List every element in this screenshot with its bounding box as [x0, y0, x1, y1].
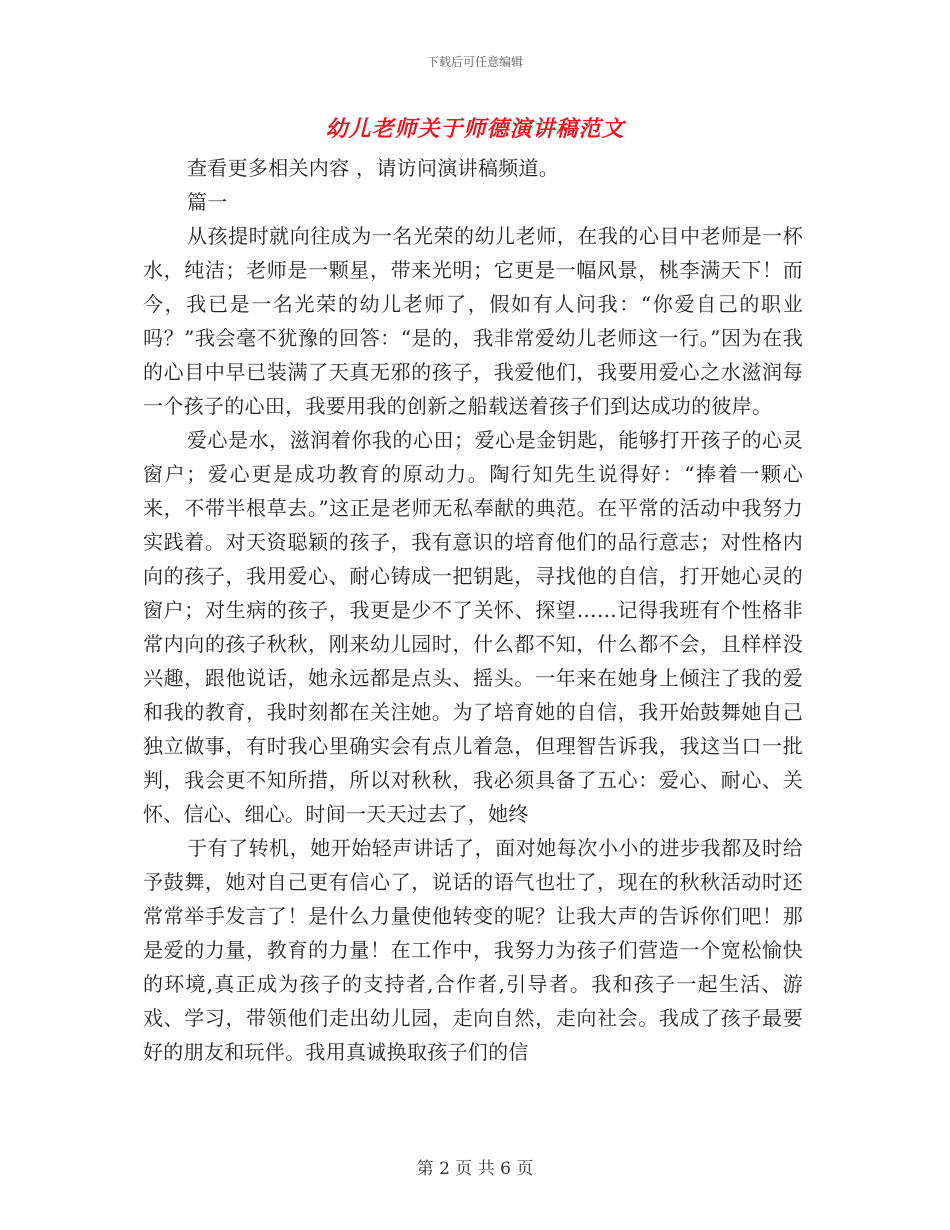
document-body — [143, 151, 803, 1069]
paragraph: 从孩提时就向往成为一名光荣的幼儿老师，在我的心目中老师是一杯水，纯洁；老师是一颗星，带来光明；它更是一幅风景，桃李满天下！而今，我已是一名光荣的幼儿老师了，假如有人问我：“你爱自己的职业吗？”我会毫不犹豫的回答：“是的，我非常爱幼儿老师这一行。”因为在我的心目中早已装满了天真无邪的孩子，我爱他们，我要用爱心之水滋润每一个孩子的心田，我要用我的创新之船载送着孩子们到达成功的彼岸。 — [143, 224, 803, 418]
page-header: 下载后可任意编辑 — [426, 55, 523, 69]
page-number: 第 2 页 共 6 页 — [416, 1159, 534, 1179]
paragraph-section-label: 篇一 — [187, 190, 228, 214]
paragraph-intro: 查看更多相关内容 ，请访问演讲稿频道。 — [187, 156, 560, 180]
paragraph: 于有了转机，她开始轻声讲话了，面对她每次小小的进步我都及时给予鼓舞，她对自己更有信心了，说话的语气也壮了，现在的秋秋活动时还常常举手发言了！是什么力量使他转变的呢？让我大声的告诉你们吧！那是爱的力量，教育的力量！在工作中，我努力为孩子们营造一个宽松愉快的环境,真正成为孩子的支持者,合作者,引导者。我和孩子一起生活、游戏、学习，带领他们走出幼儿园，走向自然，走向社会。我成了孩子最要好的朋友和玩伴。我用真诚换取孩子们的信 — [143, 836, 803, 1064]
paragraph: 爱心是水，滋润着你我的心田；爱心是金钥匙，能够打开孩子的心灵窗户；爱心更是成功教育的原动力。陶行知先生说得好：“捧着一颗心来，不带半根草去。”这正是老师无私奉献的典范。在平常的活动中我努力实践着。对天资聪颖的孩子，我有意识的培育他们的品行意志；对性格内向的孩子，我用爱心、耐心铸成一把钥匙，寻找他的自信，打开她心灵的窗户；对生病的孩子，我更是少不了关怀、探望……记得我班有个性格非常内向的孩子秋秋，刚来幼儿园时，什么都不知，什么都不会，且样样没兴趣，跟他说话，她永远都是点头、摇头。一年来在她身上倾注了我的爱和我的教育，我时刻都在关注她。为了培育她的自信，我开始鼓舞她自己独立做事，有时我心里确实会有点儿着急，但理智告诉我，我这当口一批判，我会更不知所措，所以对秋秋，我必须具备了五心：爱心、耐心、关怀、信心、细心。时间一天天过去了，她终 — [143, 428, 803, 826]
document-title: 幼儿老师关于师德演讲稿范文 — [325, 117, 625, 142]
